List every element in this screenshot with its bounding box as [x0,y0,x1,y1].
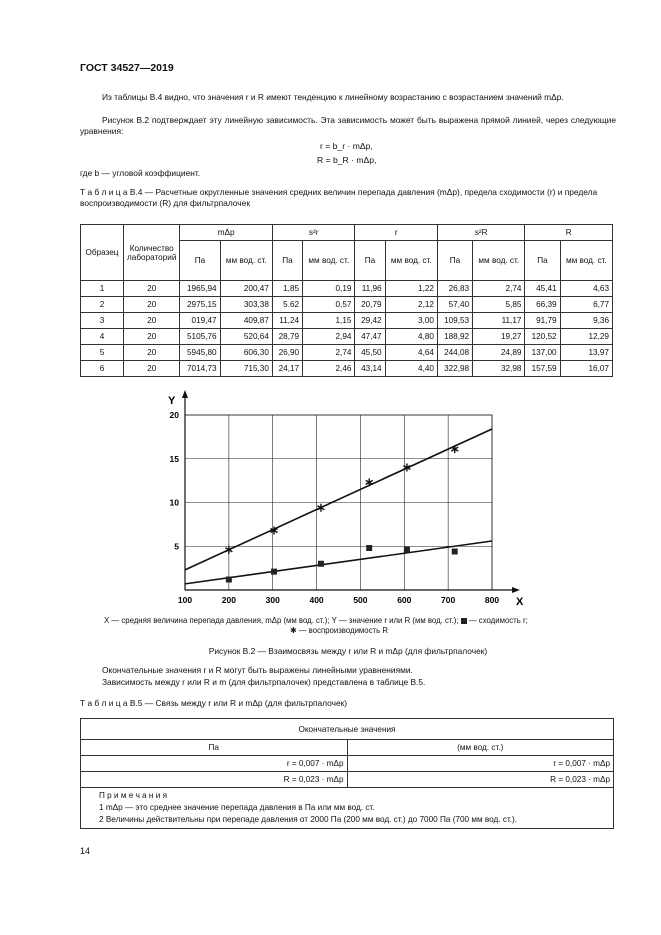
table5-cell: R = 0,023 · mΔp [347,772,614,788]
table-cell: 28,79 [272,329,302,345]
table-cell: 5945,80 [180,345,220,361]
table-cell: 16,07 [560,361,612,377]
table5-notes [81,788,614,829]
paragraph-2: Рисунок В.2 подтверждает эту линейную зависимость. Эта зависимость может быть выражена прямой линией, через следующие уравнения: [80,115,616,136]
x-axis-label: X [516,596,524,608]
sub-header-pa: Па [180,241,220,281]
table-cell: 13,97 [560,345,612,361]
table-cell: 20 [124,297,180,313]
table-cell: 11,96 [355,281,385,297]
table-cell: 66,39 [525,297,560,313]
square-point [318,561,324,567]
table-cell: 4,80 [385,329,437,345]
table-row [81,313,613,329]
star-point [366,478,373,486]
sub-header-pa: Па [355,241,385,281]
table5-title-text: — Связь между r или R и mΔp (для фильтрпалочек) [142,698,348,708]
table-cell: 11,17 [473,313,525,329]
table4-title-text: — Расчетные округленные значения средних величин перепада давления (mΔp), предела сходимости (r) и предела воспроизводимости (R) для фильтрпалочек [80,187,598,208]
table-cell: 1,85 [272,281,302,297]
table-cell: 109,53 [437,313,472,329]
table-b5 [80,718,614,829]
y-tick-label: 10 [169,497,179,508]
where-note: где b — угловой коэффициент. [80,168,201,178]
col-labs-header: Количество лабораторий [124,225,180,281]
table-cell: 520,64 [220,329,272,345]
table-cell: 20 [124,281,180,297]
table-cell: 57,40 [437,297,472,313]
x-tick-label: 800 [484,595,500,605]
table-b4 [80,224,613,377]
table-cell: 120,52 [525,329,560,345]
x-tick-label: 600 [397,595,412,605]
col-sample-header: Образец [81,225,124,281]
group-header-s2r: s²r [272,225,355,241]
x-axis-arrow-icon [512,587,520,593]
table-row [81,361,613,377]
table-cell: 2,74 [473,281,525,297]
table-cell: 4,40 [385,361,437,377]
paragraph-3: Окончательные значения r и R могут быть выражены линейными уравнениями. [102,665,413,675]
table-cell: 47,47 [355,329,385,345]
table-cell: 26,90 [272,345,302,361]
table-cell: 0,19 [303,281,355,297]
table-cell: 29,42 [355,313,385,329]
chart-fit-lines [185,429,492,584]
page-number: 14 [80,846,91,856]
table-cell: 11,24 [272,313,302,329]
sub-header-pa: Па [525,241,560,281]
y-tick-label: 5 [174,541,179,552]
equation-R: R = b_R · mΔp, [317,155,377,165]
table-cell: 26,83 [437,281,472,297]
table-cell: 2,12 [385,297,437,313]
table-cell: 6 [81,361,124,377]
table-cell: 20 [124,329,180,345]
sub-header-pa: Па [272,241,302,281]
table-row [81,281,613,297]
table-cell: 4,64 [385,345,437,361]
square-point [366,545,372,551]
sub-header-mm: мм вод. ст. [303,241,355,281]
table-cell: 157,59 [525,361,560,377]
star-marker-icon: ✱ [290,626,297,635]
table-cell: 019,47 [180,313,220,329]
table-cell: 606,30 [220,345,272,361]
table-cell: 5.62 [272,297,302,313]
table-cell: 91,79 [525,313,560,329]
table-cell: 19,27 [473,329,525,345]
x-tick-label: 500 [353,595,368,605]
table-cell: 45,41 [525,281,560,297]
star-point [451,445,458,453]
table-cell: 715,30 [220,361,272,377]
table-cell: 24,17 [272,361,302,377]
star-point [225,546,232,554]
chart-grid [182,390,520,593]
legend-xy-text: X — средняя величина перепада давления, mΔp (мм вод. ст.); Y — значение r или R (мм вод. ст.); [104,616,459,625]
table-cell: 24,89 [473,345,525,361]
table-cell: 3,00 [385,313,437,329]
table-cell: 1,22 [385,281,437,297]
table-cell: 188,92 [437,329,472,345]
note-1: 1 mΔp — это среднее значение перепада давления в Па или мм вод. ст. [99,803,375,812]
table-cell: 2,74 [303,345,355,361]
table-cell: 137,00 [525,345,560,361]
y-tick-label: 15 [169,453,179,464]
table-cell: 7014,73 [180,361,220,377]
square-point [226,577,232,583]
figure-legend-line2 [290,626,388,635]
figure-caption: Рисунок В.2 — Взаимосвязь между r или R и mΔp (для фильтрпалочек) [208,646,488,656]
table-row [81,297,613,313]
square-point [404,547,410,553]
paragraph-1: Из таблицы В.4 видно, что значения r и R имеют тенденцию к линейному возрастанию с возрастанием значений mΔp. [102,92,564,102]
x-tick-label: 400 [309,595,324,605]
table-row [81,329,613,345]
table4-title [80,187,616,209]
table-cell: 20 [124,361,180,377]
figure-b2-chart [150,390,540,612]
table-cell: 2 [81,297,124,313]
group-header-s2R: s²R [437,225,525,241]
y-axis-arrow-icon [182,390,188,398]
table5-cell: r = 0,007 · mΔp [347,756,614,772]
table-row [81,345,613,361]
table4-label: Т а б л и ц а В.4 [80,187,143,197]
table-cell: 20 [124,345,180,361]
y-axis-label: Y [168,395,176,407]
table-cell: 0,57 [303,297,355,313]
square-marker-icon [461,618,467,624]
x-tick-label: 700 [441,595,456,605]
square-point [452,549,458,555]
table-cell: 12,29 [560,329,612,345]
sub-header-mm: мм вод. ст. [385,241,437,281]
paragraph-4: Зависимость между r или R и m (для фильтрпалочек) представлена в таблице В.5. [102,677,426,687]
table-cell: 200,47 [220,281,272,297]
y-tick-label: 20 [169,410,179,420]
table-cell: 9,36 [560,313,612,329]
table-cell: 244,08 [437,345,472,361]
table-cell: 1965,94 [180,281,220,297]
notes-title: П р и м е ч а н и я [99,791,168,800]
chart-ticks [170,410,500,605]
square-point [271,569,277,575]
table-cell: 1 [81,281,124,297]
sub-header-pa: Па [437,241,472,281]
table5-label: Т а б л и ц а В.5 [80,698,143,708]
table-cell: 5 [81,345,124,361]
x-tick-label: 200 [221,595,236,605]
document-header: ГОСТ 34527—2019 [80,62,174,74]
table-cell: 43,14 [355,361,385,377]
group-header-R: R [525,225,613,241]
table-cell: 303,38 [220,297,272,313]
table5-title [80,698,616,709]
table-cell: 5,85 [473,297,525,313]
table-cell: 1,15 [303,313,355,329]
sub-header-mm: мм вод. ст. [220,241,272,281]
table-cell: 2,94 [303,329,355,345]
sub-header-mm: мм вод. ст. [473,241,525,281]
note-2: 2 Величины действительны при перепаде давления от 2000 Па (200 мм вод. ст.) до 7000 Па (700 мм вод. ст.). [99,815,518,824]
table-cell: 6,77 [560,297,612,313]
table-cell: 5105,76 [180,329,220,345]
legend-convergence-text: — сходимость r; [468,616,528,625]
group-header-r: r [355,225,438,241]
table5-cell: r = 0,007 · mΔp [81,756,348,772]
group-header-mdp: mΔp [180,225,273,241]
table-cell: 322,98 [437,361,472,377]
table-cell: 45,50 [355,345,385,361]
x-tick-label: 300 [265,595,280,605]
figure-legend-line1 [104,616,619,625]
table5-head: Окончательные значения [81,719,614,740]
table-cell: 409,87 [220,313,272,329]
sub-header-mm: мм вод. ст. [560,241,612,281]
equation-r: r = b_r · mΔp, [320,141,373,151]
table-cell: 4 [81,329,124,345]
legend-reproducibility-text: — воспроизводимость R [298,626,388,635]
x-tick-label: 100 [177,595,193,605]
table-cell: 32,98 [473,361,525,377]
table5-col-mm: (мм вод. ст.) [347,740,614,756]
table-cell: 2975,15 [180,297,220,313]
table-cell: 20 [124,313,180,329]
table-cell: 3 [81,313,124,329]
table-cell: 20,79 [355,297,385,313]
table5-col-pa: Па [81,740,348,756]
table-cell: 2,46 [303,361,355,377]
table-cell: 4,63 [560,281,612,297]
table5-cell: R = 0,023 · mΔp [81,772,348,788]
